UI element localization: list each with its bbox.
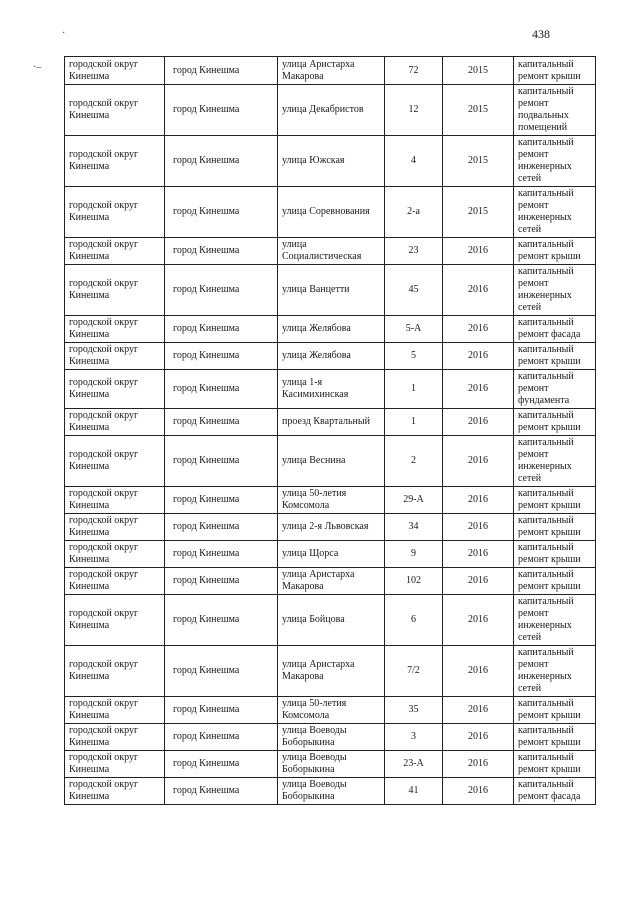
cell-year: 2016 (443, 646, 514, 697)
cell-year: 2016 (443, 541, 514, 568)
cell-settlement: город Кинешма (165, 136, 278, 187)
cell-house: 6 (385, 595, 443, 646)
cell-work_type: капитальный ремонт крыши (514, 238, 596, 265)
cell-settlement: город Кинешма (165, 85, 278, 136)
cell-street: улица Воеводы Боборыкина (278, 751, 385, 778)
cell-work_type: капитальный ремонт крыши (514, 409, 596, 436)
cell-settlement: город Кинешма (165, 57, 278, 85)
cell-municipality: городской округ Кинешма (65, 187, 165, 238)
cell-work_type: капитальный ремонт инженерных сетей (514, 265, 596, 316)
cell-house: 5-А (385, 316, 443, 343)
cell-work_type: капитальный ремонт крыши (514, 697, 596, 724)
table-row (65, 85, 596, 136)
cell-house: 23 (385, 238, 443, 265)
cell-year: 2016 (443, 316, 514, 343)
cell-municipality: городской округ Кинешма (65, 778, 165, 805)
cell-municipality: городской округ Кинешма (65, 409, 165, 436)
cell-municipality: городской округ Кинешма (65, 487, 165, 514)
cell-street: улица Социалистическая (278, 238, 385, 265)
cell-year: 2015 (443, 85, 514, 136)
table-row (65, 568, 596, 595)
cell-year: 2016 (443, 724, 514, 751)
cell-settlement: город Кинешма (165, 568, 278, 595)
cell-street: улица Щорса (278, 541, 385, 568)
cell-settlement: город Кинешма (165, 487, 278, 514)
cell-street: улица Веснина (278, 436, 385, 487)
cell-municipality: городской округ Кинешма (65, 514, 165, 541)
table-row (65, 316, 596, 343)
table-row (65, 697, 596, 724)
cell-municipality: городской округ Кинешма (65, 724, 165, 751)
cell-year: 2016 (443, 487, 514, 514)
table-row (65, 436, 596, 487)
cell-year: 2016 (443, 436, 514, 487)
table-row (65, 238, 596, 265)
cell-street: улица Аристарха Макарова (278, 57, 385, 85)
cell-settlement: город Кинешма (165, 409, 278, 436)
cell-year: 2015 (443, 136, 514, 187)
table-row (65, 487, 596, 514)
cell-house: 2 (385, 436, 443, 487)
cell-municipality: городской округ Кинешма (65, 136, 165, 187)
table-row (65, 646, 596, 697)
cell-year: 2016 (443, 778, 514, 805)
cell-work_type: капитальный ремонт крыши (514, 751, 596, 778)
cell-work_type: капитальный ремонт крыши (514, 487, 596, 514)
cell-year: 2016 (443, 370, 514, 409)
cell-municipality: городской округ Кинешма (65, 697, 165, 724)
cell-house: 1 (385, 370, 443, 409)
cell-year: 2016 (443, 343, 514, 370)
table-row (65, 409, 596, 436)
cell-street: улица Декабристов (278, 85, 385, 136)
cell-house: 45 (385, 265, 443, 316)
cell-street: улица Соревнования (278, 187, 385, 238)
cell-settlement: город Кинешма (165, 778, 278, 805)
cell-house: 41 (385, 778, 443, 805)
cell-house: 4 (385, 136, 443, 187)
cell-street: улица 1-я Касимихинская (278, 370, 385, 409)
table-row (65, 514, 596, 541)
cell-work_type: капитальный ремонт фасада (514, 316, 596, 343)
cell-year: 2016 (443, 514, 514, 541)
cell-municipality: городской округ Кинешма (65, 265, 165, 316)
cell-settlement: город Кинешма (165, 697, 278, 724)
cell-municipality: городской округ Кинешма (65, 85, 165, 136)
cell-settlement: город Кинешма (165, 724, 278, 751)
cell-municipality: городской округ Кинешма (65, 646, 165, 697)
cell-house: 3 (385, 724, 443, 751)
table-row (65, 343, 596, 370)
cell-house: 1 (385, 409, 443, 436)
table-row (65, 778, 596, 805)
table-row (65, 187, 596, 238)
cell-settlement: город Кинешма (165, 436, 278, 487)
cell-settlement: город Кинешма (165, 238, 278, 265)
table-body (65, 57, 596, 805)
cell-house: 9 (385, 541, 443, 568)
cell-settlement: город Кинешма (165, 646, 278, 697)
cell-municipality: городской округ Кинешма (65, 751, 165, 778)
cell-work_type: капитальный ремонт инженерных сетей (514, 436, 596, 487)
cell-municipality: городской округ Кинешма (65, 370, 165, 409)
cell-work_type: капитальный ремонт инженерных сетей (514, 136, 596, 187)
cell-street: проезд Квартальный (278, 409, 385, 436)
cell-year: 2016 (443, 595, 514, 646)
table-row (65, 265, 596, 316)
cell-settlement: город Кинешма (165, 595, 278, 646)
cell-year: 2016 (443, 238, 514, 265)
cell-municipality: городской округ Кинешма (65, 595, 165, 646)
cell-work_type: капитальный ремонт инженерных сетей (514, 646, 596, 697)
cell-street: улица Аристарха Макарова (278, 568, 385, 595)
cell-year: 2016 (443, 751, 514, 778)
cell-street: улица Воеводы Боборыкина (278, 724, 385, 751)
cell-municipality: городской округ Кинешма (65, 541, 165, 568)
cell-settlement: город Кинешма (165, 541, 278, 568)
cell-work_type: капитальный ремонт крыши (514, 541, 596, 568)
cell-work_type: капитальный ремонт инженерных сетей (514, 595, 596, 646)
table-row (65, 724, 596, 751)
cell-year: 2016 (443, 409, 514, 436)
cell-settlement: город Кинешма (165, 343, 278, 370)
cell-settlement: город Кинешма (165, 751, 278, 778)
cell-street: улица Южская (278, 136, 385, 187)
cell-work_type: капитальный ремонт крыши (514, 568, 596, 595)
cell-year: 2015 (443, 57, 514, 85)
cell-house: 12 (385, 85, 443, 136)
table-row (65, 751, 596, 778)
cell-street: улица 50-летия Комсомола (278, 487, 385, 514)
cell-work_type: капитальный ремонт крыши (514, 724, 596, 751)
cell-work_type: капитальный ремонт подвальных помещений (514, 85, 596, 136)
cell-house: 23-А (385, 751, 443, 778)
cell-work_type: капитальный ремонт крыши (514, 343, 596, 370)
cell-work_type: капитальный ремонт крыши (514, 514, 596, 541)
page-number: 438 (532, 27, 550, 41)
cell-house: 29-А (385, 487, 443, 514)
cell-municipality: городской округ Кинешма (65, 316, 165, 343)
cell-settlement: город Кинешма (165, 187, 278, 238)
cell-municipality: городской округ Кинешма (65, 436, 165, 487)
cell-house: 7/2 (385, 646, 443, 697)
cell-street: улица 2-я Львовская (278, 514, 385, 541)
cell-settlement: город Кинешма (165, 316, 278, 343)
cell-work_type: капитальный ремонт фасада (514, 778, 596, 805)
cell-municipality: городской округ Кинешма (65, 57, 165, 85)
cell-house: 102 (385, 568, 443, 595)
scan-mark: · (62, 28, 66, 39)
cell-house: 34 (385, 514, 443, 541)
cell-street: улица 50-летия Комсомола (278, 697, 385, 724)
scan-mark: ·– (33, 62, 42, 73)
cell-street: улица Желябова (278, 343, 385, 370)
cell-year: 2016 (443, 568, 514, 595)
table-row (65, 57, 596, 85)
cell-municipality: городской округ Кинешма (65, 568, 165, 595)
cell-municipality: городской округ Кинешма (65, 238, 165, 265)
cell-house: 35 (385, 697, 443, 724)
table-row (65, 595, 596, 646)
cell-work_type: капитальный ремонт инженерных сетей (514, 187, 596, 238)
cell-street: улица Желябова (278, 316, 385, 343)
cell-settlement: город Кинешма (165, 370, 278, 409)
cell-street: улица Ванцетти (278, 265, 385, 316)
cell-street: улица Воеводы Боборыкина (278, 778, 385, 805)
table-row (65, 136, 596, 187)
cell-house: 72 (385, 57, 443, 85)
cell-house: 5 (385, 343, 443, 370)
table-row (65, 370, 596, 409)
cell-settlement: город Кинешма (165, 265, 278, 316)
table-row (65, 541, 596, 568)
cell-year: 2015 (443, 187, 514, 238)
cell-municipality: городской округ Кинешма (65, 343, 165, 370)
cell-street: улица Бойцова (278, 595, 385, 646)
cell-year: 2016 (443, 265, 514, 316)
cell-street: улица Аристарха Макарова (278, 646, 385, 697)
cell-house: 2-а (385, 187, 443, 238)
repair-schedule-table (64, 56, 596, 805)
cell-settlement: город Кинешма (165, 514, 278, 541)
cell-year: 2016 (443, 697, 514, 724)
cell-work_type: капитальный ремонт фундамента (514, 370, 596, 409)
cell-work_type: капитальный ремонт крыши (514, 57, 596, 85)
